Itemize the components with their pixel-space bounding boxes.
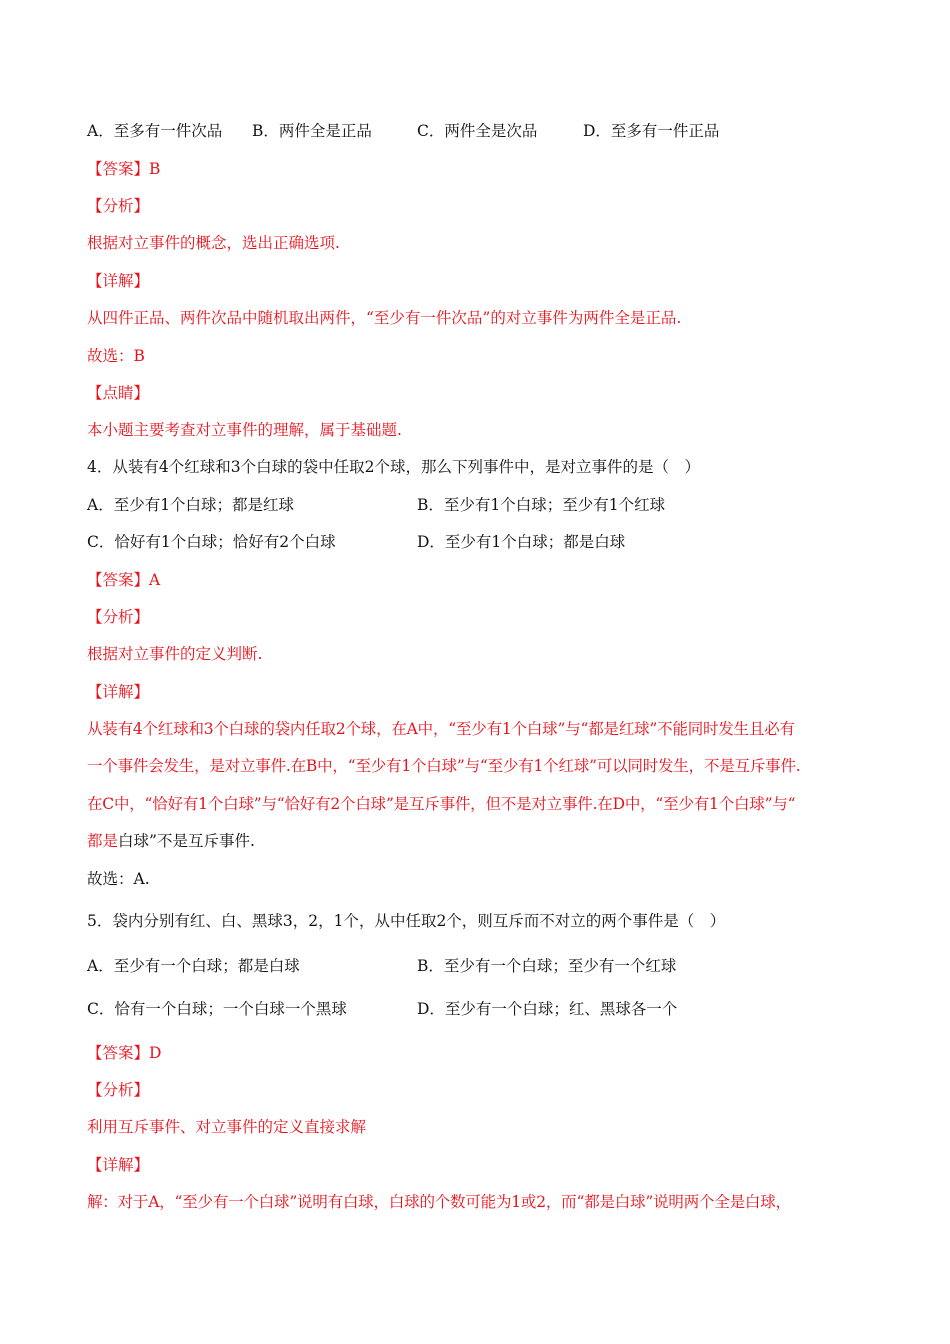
q4-answer: 【答案】A	[87, 571, 161, 589]
q5-question: 5．袋内分别有红、白、黑球3，2，1个，从中任取2个，则互斥而不对立的两个事件是（ ）	[87, 912, 726, 930]
q3-option-b: B．两件全是正品	[252, 122, 372, 140]
q4-detail-last-red: 都是	[87, 832, 119, 850]
q4-option-a: A．至少有1个白球；都是红球	[87, 496, 295, 514]
q4-analysis: 根据对立事件的定义判断.	[87, 645, 263, 663]
q4-detail-line	[87, 831, 255, 851]
q5-option-a: A．至少有一个白球；都是白球	[87, 957, 300, 975]
q3-option-c: C．两件全是次品	[417, 122, 538, 140]
q5-option-d: D．至少有一个白球；红、黑球各一个	[417, 1000, 678, 1018]
q3-analysis: 根据对立事件的概念，选出正确选项.	[87, 234, 340, 252]
q3-detail-label: 【详解】	[87, 272, 150, 290]
q4-detail-line: 从装有4个红球和3个白球的袋内任取2个球，在A中，“至少有1个白球”与“都是红球”不能同时发生且必有	[87, 720, 795, 738]
q5-detail-label: 【详解】	[87, 1156, 150, 1174]
q4-choice: 故选：A.	[87, 870, 150, 888]
q5-answer: 【答案】D	[87, 1044, 162, 1062]
q5-option-b: B．至少有一个白球；至少有一个红球	[417, 957, 677, 975]
q5-analysis-label: 【分析】	[87, 1081, 150, 1099]
q4-option-d: D．至少有1个白球；都是白球	[417, 533, 626, 551]
q4-detail-line: 一个事件会发生，是对立事件.在B中，“至少有1个白球”与“至少有1个红球”可以同时发生，不是互斥事件.	[87, 757, 801, 775]
q4-detail-label: 【详解】	[87, 683, 150, 701]
q3-comment-label: 【点睛】	[87, 384, 150, 402]
q4-analysis-label: 【分析】	[87, 608, 150, 626]
q4-detail-line: 在C中，“恰好有1个白球”与“恰好有2个白球”是互斥事件，但不是对立事件.在D中，“至少有1个白球”与“	[87, 795, 796, 813]
q3-option-d: D．至多有一件正品	[583, 122, 720, 140]
q4-option-b: B．至少有1个白球；至少有1个红球	[417, 496, 666, 514]
q5-detail: 解：对于A，“至少有一个白球”说明有白球，白球的个数可能为1或2，而“都是白球”说明两个全是白球，	[87, 1193, 791, 1211]
q4-option-c: C．恰好有1个白球；恰好有2个白球	[87, 533, 336, 551]
q3-answer: 【答案】B	[87, 160, 161, 178]
q5-analysis: 利用互斥事件、对立事件的定义直接求解	[87, 1118, 367, 1136]
q3-detail: 从四件正品、两件次品中随机取出两件，“至少有一件次品”的对立事件为两件全是正品.	[87, 309, 682, 327]
q3-choice: 故选：B	[87, 347, 145, 365]
q4-detail-last-black: 白球”不是互斥事件.	[118, 832, 255, 850]
q5-option-c: C．恰有一个白球；一个白球一个黑球	[87, 1000, 347, 1018]
q3-option-a: A．至多有一件次品	[87, 122, 223, 140]
q3-analysis-label: 【分析】	[87, 197, 150, 215]
q4-question: 4．从装有4个红球和3个白球的袋中任取2个球，那么下列事件中，是对立事件的是（ ）	[87, 458, 700, 476]
q3-comment: 本小题主要考查对立事件的理解，属于基础题.	[87, 421, 402, 439]
